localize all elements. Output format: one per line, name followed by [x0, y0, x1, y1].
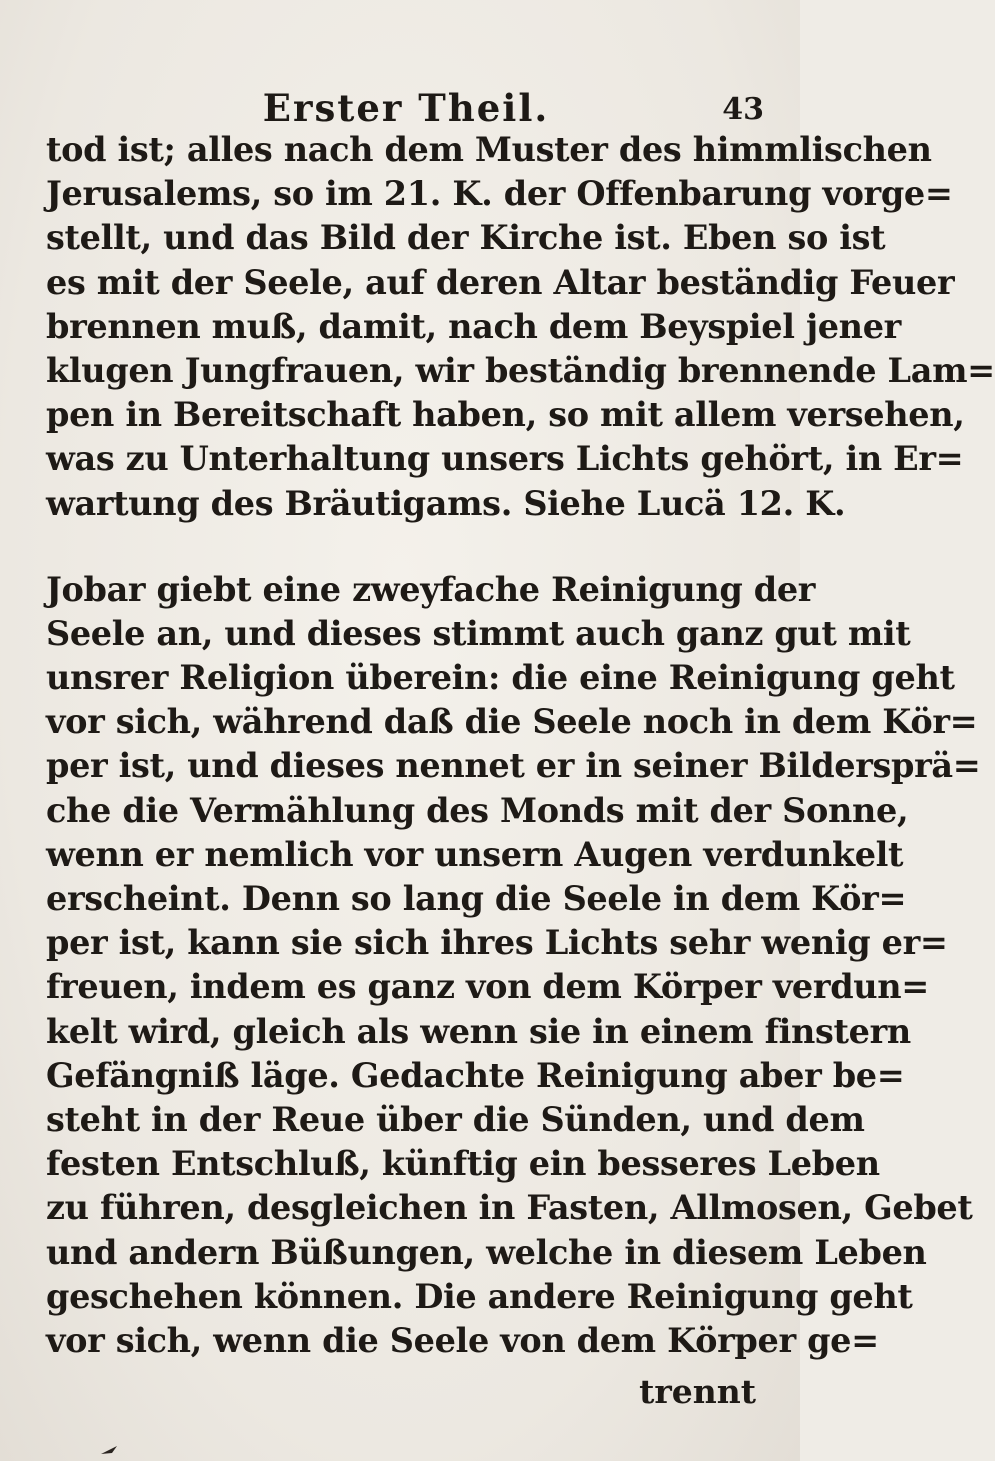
printer-mark-icon [100, 1445, 118, 1455]
text-line: per ist, und dieses nennet er in seiner Bildersprä= [46, 746, 981, 786]
text-line: unsrer Religion überein: die eine Reinigung geht [46, 658, 955, 698]
text-line: per ist, kann sie sich ihres Lichts sehr wenig er= [46, 923, 948, 963]
text-line: erscheint. Denn so lang die Seele in dem Kör= [46, 879, 907, 918]
text-line: Gefängniß läge. Gedachte Reinigung aber be= [46, 1055, 905, 1095]
text-line: stellt, und das Bild der Kirche ist. Eben so ist [46, 218, 886, 258]
text-line: was zu Unterhaltung unsers Lichts gehört, in Er= [46, 439, 964, 479]
text-line: klugen Jungfrauen, wir beständig brennende Lam= [46, 350, 995, 390]
page-number: 43 [722, 92, 764, 127]
text-line: Jerusalems, so im 21. K. der Offenbarung vorge= [46, 174, 953, 214]
text-line: und andern Büßungen, welche in diesem Leben [46, 1232, 927, 1272]
text-line: tod ist; alles nach dem Muster des himmlischen [46, 130, 932, 169]
paragraph-gap [46, 526, 770, 568]
text-line: vor sich, während daß die Seele noch in dem Kör= [46, 702, 978, 742]
text-line: zu führen, desgleichen in Fasten, Allmosen, Gebet [46, 1188, 973, 1228]
text-line: Jobar giebt eine zweyfache Reinigung der [46, 569, 816, 609]
text-line: freuen, indem es ganz von dem Körper verdun= [46, 967, 929, 1007]
text-line: festen Entschluß, künftig ein besseres Leben [46, 1144, 880, 1184]
text-line: kelt wird, gleich als wenn sie in einem finstern [46, 1011, 911, 1051]
paragraph-2 [46, 568, 981, 1363]
text-line: steht in der Reue über die Sünden, und dem [46, 1099, 865, 1139]
text-line: geschehen können. Die andere Reinigung geht [46, 1276, 913, 1316]
text-line: pen in Bereitschaft haben, so mit allem versehen, [46, 395, 965, 435]
paragraph-1 [46, 128, 995, 526]
text-line: brennen muß, damit, nach dem Beyspiel jener [46, 306, 901, 346]
text-line: wartung des Bräutigams. Siehe Lucä 12. K. [46, 483, 846, 523]
catchword: trennt [639, 1372, 756, 1411]
running-head: Erster Theil. [262, 86, 550, 130]
text-line: vor sich, wenn die Seele von dem Körper ge= [46, 1320, 879, 1360]
text-line: Seele an, und dieses stimmt auch ganz gut mit [46, 613, 911, 653]
text-line: che die Vermählung des Monds mit der Sonne, [46, 790, 909, 830]
text-line: es mit der Seele, auf deren Altar beständig Feuer [46, 262, 955, 302]
body-text [46, 128, 995, 1363]
text-line: wenn er nemlich vor unsern Augen verdunkelt [46, 834, 904, 874]
